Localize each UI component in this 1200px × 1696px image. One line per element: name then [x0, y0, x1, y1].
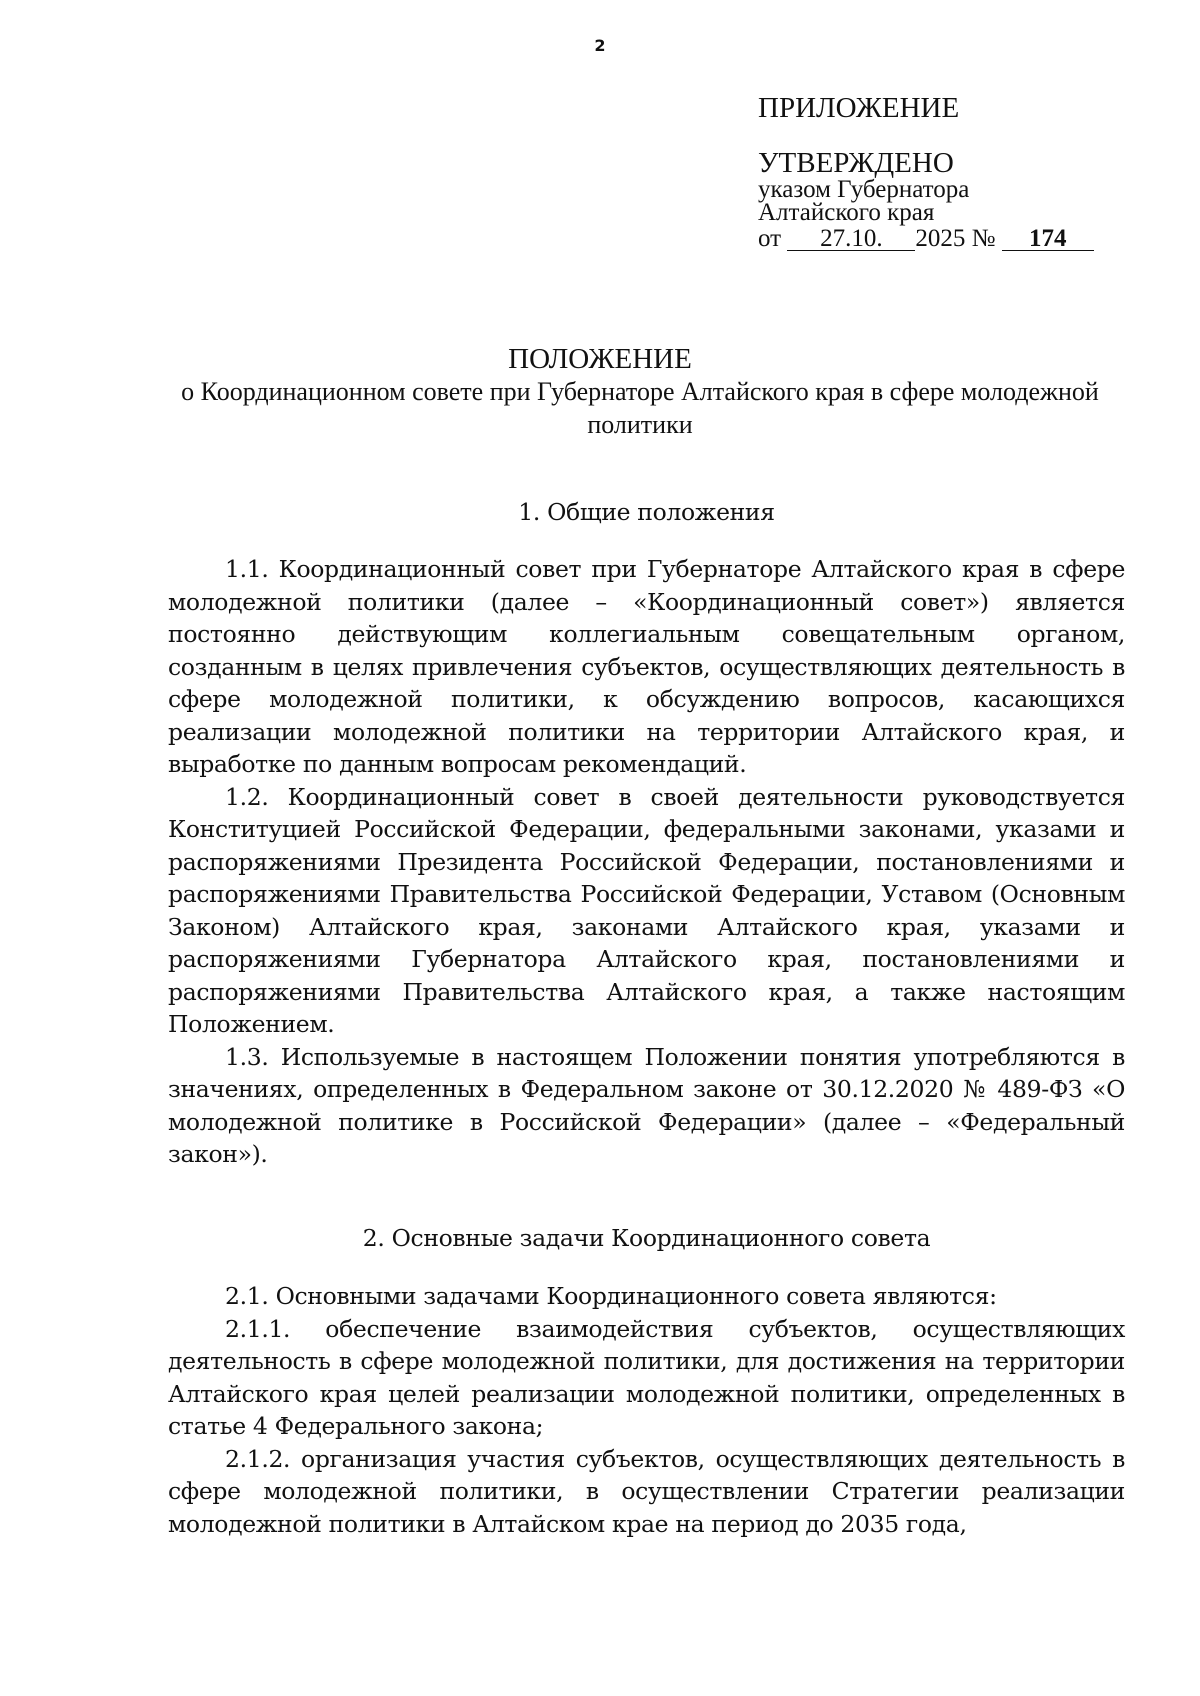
document-title: ПОЛОЖЕНИЕ [508, 343, 692, 375]
paragraph-2-1-1: 2.1.1. обеспечение взаимодействия субъектов, осуществляющих деятельность в сфере молодежной политики, для достижения на территории Алтайского края целей реализации молодежной политики, определенных в статье 4 Федерального закона; [168, 1314, 1125, 1440]
paragraph-2-1-2: 2.1.2. организация участия субъектов, осуществляющих деятельность в сфере молодежной политики, в осуществлении Стратегии реализации молодежной политики в Алтайском крае на период до 2035 года, [168, 1444, 1125, 1538]
page-number: 2 [594, 36, 606, 55]
appendix-label: ПРИЛОЖЕНИЕ [758, 92, 960, 124]
section-2-heading: 2. Основные задачи Координационного совета [362, 1224, 931, 1252]
paragraph-1-1: 1.1. Координационный совет при Губернаторе Алтайского края в сфере молодежной политики (далее – «Координационный совет») является постоянно действующим коллегиальным совещательным органом, созданным в целях привлечения субъектов, осуществляющих деятельность в сфере молодежной политики, к обсуждению вопросов, касающихся реализации молодежной политики на территории Алтайского края, и выработке по данным вопросам рекомендаций. [168, 555, 1125, 778]
decree-line: указом Губернатора [758, 176, 970, 203]
section-1-heading: 1. Общие положения [518, 498, 775, 526]
paragraph-2-1: 2.1. Основными задачами Координационного совета являются: [225, 1282, 997, 1310]
paragraph-1-3: 1.3. Используемые в настоящем Положении понятия употребляются в значениях, определенных в Федеральном законе от 30.12.2020 № 489-ФЗ «О молодежной политике в Российской Федерации» (далее – «Федеральный закон»). [168, 1042, 1125, 1168]
paragraph-1-2: 1.2. Координационный совет в своей деятельности руководствуется Конституцией Российской Федерации, федеральными законами, указами и распоряжениями Президента Российской Федерации, постановлениями и распоряжениями Правительства Российской Федерации, Уставом (Основным Законом) Алтайского края, законами Алтайского края, указами и распоряжениями Губернатора Алтайского края, постановлениями и распоряжениями Правительства Алтайского края, а также настоящим Положением. [168, 782, 1125, 1038]
decree-date-field: 27.10. [787, 228, 915, 251]
decree-year-label: 2025 № [915, 225, 996, 252]
section-1-body [168, 553, 1125, 1171]
section-2-body [168, 1280, 1125, 1540]
from-label: от [758, 225, 782, 252]
document-subtitle: о Координационном совете при Губернаторе Алтайского края в сфере молодежной политики [181, 377, 1099, 439]
approved-label: УТВЕРЖДЕНО [758, 147, 954, 179]
decree-number-field: 174 [1002, 228, 1094, 251]
region-line: Алтайского края [758, 199, 935, 226]
approval-block [758, 90, 1138, 254]
decree-date-line [758, 224, 1138, 254]
